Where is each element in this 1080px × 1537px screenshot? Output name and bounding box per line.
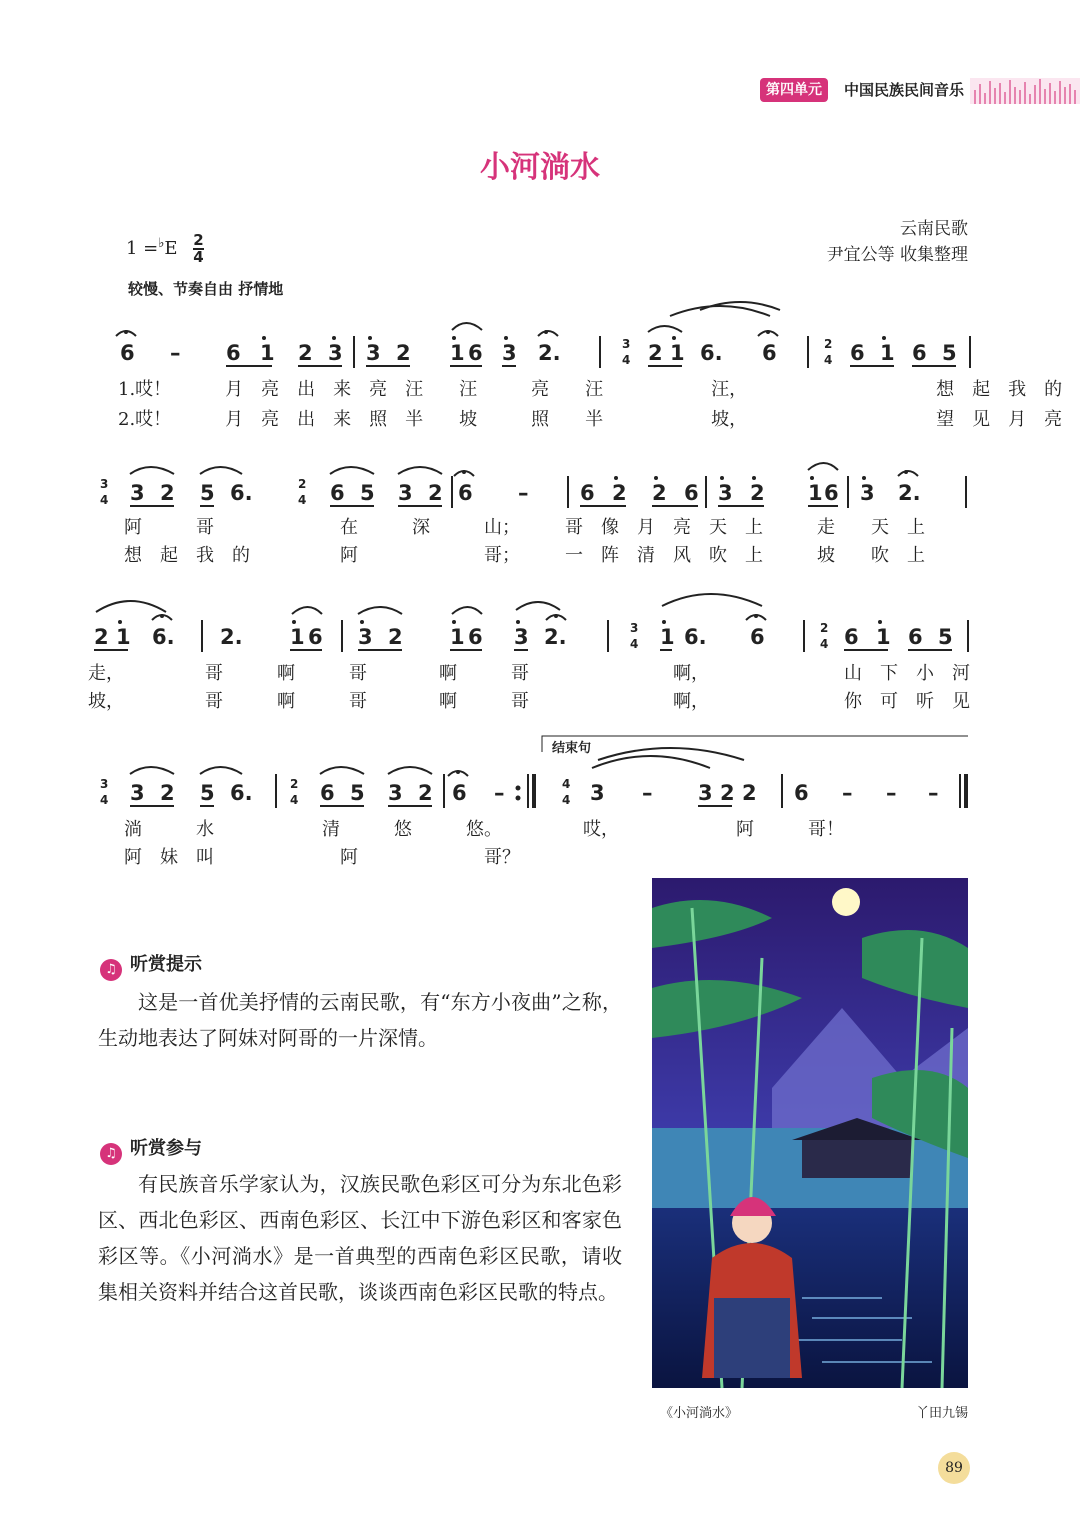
svg-text:3: 3 <box>130 781 145 805</box>
svg-text:6: 6 <box>226 341 241 365</box>
svg-text:3: 3 <box>630 621 639 635</box>
svg-text:6.: 6. <box>700 341 723 365</box>
svg-text:3: 3 <box>502 341 517 365</box>
svg-text:4: 4 <box>562 793 571 807</box>
svg-text:1: 1 <box>876 625 891 649</box>
lyrics-row-3-verse-2: 坡， 哥 啊 哥 啊 哥 啊， 你 可 听 见 <box>88 691 970 712</box>
svg-text:6: 6 <box>458 481 473 505</box>
svg-text:2: 2 <box>418 781 433 805</box>
unit-subtitle: 中国民族民间音乐 <box>844 81 965 99</box>
svg-text:3: 3 <box>398 481 413 505</box>
svg-text:1: 1 <box>260 341 275 365</box>
svg-text:3: 3 <box>718 481 733 505</box>
svg-text:6: 6 <box>580 481 595 505</box>
svg-text:6: 6 <box>320 781 335 805</box>
lyrics-row-2-verse-1: 阿 哥 在 深 山； 哥 像 月 亮 天 上 走 天 上 <box>124 517 925 538</box>
svg-text:2: 2 <box>824 337 833 351</box>
svg-text:3: 3 <box>388 781 403 805</box>
svg-text:3: 3 <box>100 777 109 791</box>
svg-text:–: – <box>642 781 653 805</box>
svg-text:6: 6 <box>684 481 699 505</box>
participate-heading-text: 听赏参与 <box>130 1138 202 1159</box>
lyrics-row-4-verse-1: 淌 水 清 悠 悠。 哎， 阿 哥！ <box>124 819 844 840</box>
svg-text:2: 2 <box>742 781 757 805</box>
score-row-2 <box>90 440 990 520</box>
svg-text:5: 5 <box>200 781 215 805</box>
svg-text:1: 1 <box>450 625 465 649</box>
svg-text:4: 4 <box>630 637 639 651</box>
svg-text:2: 2 <box>652 481 667 505</box>
time-signature-bottom: 4 <box>193 248 204 266</box>
svg-text:2: 2 <box>160 781 175 805</box>
lyrics-row-4-verse-2: 阿 妹 叫 阿 哥？ <box>124 847 520 868</box>
svg-text:6: 6 <box>120 341 135 365</box>
svg-text:3: 3 <box>366 341 381 365</box>
painting-artist: 丫田九锡 <box>915 1406 968 1421</box>
svg-text:5: 5 <box>938 625 953 649</box>
svg-text:4: 4 <box>100 493 109 507</box>
equalizer-decoration <box>970 78 1080 104</box>
participate-paragraph: 有民族音乐学家认为，汉族民歌色彩区可分为东北色彩区、西北色彩区、西南色彩区、长江中下游色彩区和客家色彩区等。《小河淌水》是一首典型的西南色彩区民歌，请收集相关资料并结合这首民歌，谈谈西南色彩区民歌的特点。 <box>98 1172 622 1304</box>
svg-text:–: – <box>518 481 529 505</box>
key-prefix: 1 = <box>126 238 159 259</box>
svg-text:2.: 2. <box>898 481 921 505</box>
painting-image <box>652 878 968 1388</box>
svg-text:3: 3 <box>328 341 343 365</box>
svg-text:3: 3 <box>860 481 875 505</box>
svg-text:6: 6 <box>452 781 467 805</box>
svg-text:–: – <box>170 341 181 365</box>
unit-label: 第四单元 <box>760 78 828 102</box>
tempo-marking: 较慢、节奏自由 抒情地 <box>128 280 284 298</box>
svg-text:4: 4 <box>298 493 307 507</box>
lyrics-row-1-verse-1: 1.哎！ 月 亮 出 来 亮 汪 汪 亮 汪 汪， 想 起 我 的 <box>118 379 1063 400</box>
svg-text:–: – <box>886 781 897 805</box>
svg-text:2: 2 <box>298 341 313 365</box>
lyrics-row-3-verse-1: 走， 哥 啊 哥 啊 哥 啊， 山 下 小 河 <box>88 663 970 684</box>
key-note: E <box>164 238 178 259</box>
svg-text:6: 6 <box>468 341 483 365</box>
svg-text:2: 2 <box>396 341 411 365</box>
svg-text:2: 2 <box>94 625 109 649</box>
svg-text:2.: 2. <box>220 625 243 649</box>
song-source: 云南民歌 <box>900 219 968 239</box>
svg-text:–: – <box>842 781 853 805</box>
svg-text:2: 2 <box>388 625 403 649</box>
svg-text:6: 6 <box>750 625 765 649</box>
svg-text:–: – <box>494 781 505 805</box>
svg-text:4: 4 <box>820 637 829 651</box>
svg-text:2: 2 <box>160 481 175 505</box>
svg-text:1: 1 <box>116 625 131 649</box>
svg-text:3: 3 <box>130 481 145 505</box>
svg-text:4: 4 <box>100 793 109 807</box>
svg-text:1: 1 <box>660 625 675 649</box>
svg-text:2: 2 <box>428 481 443 505</box>
svg-text:6: 6 <box>824 481 839 505</box>
svg-text:4: 4 <box>562 777 571 791</box>
svg-text:1: 1 <box>450 341 465 365</box>
music-note-icon: ♫ <box>100 1143 122 1165</box>
score-row-3 <box>90 584 990 664</box>
svg-text:–: – <box>928 781 939 805</box>
svg-text:1: 1 <box>670 341 685 365</box>
svg-text:6.: 6. <box>230 481 253 505</box>
ending-label: 结束句 <box>552 741 592 756</box>
tip-heading-text: 听赏提示 <box>130 954 202 975</box>
svg-text:1: 1 <box>880 341 895 365</box>
svg-text:6: 6 <box>468 625 483 649</box>
participate-heading <box>100 1136 202 1165</box>
svg-text:2: 2 <box>612 481 627 505</box>
svg-text:2.: 2. <box>538 341 561 365</box>
unit-header <box>760 78 1080 104</box>
svg-text:4: 4 <box>824 353 833 367</box>
svg-text:3: 3 <box>698 781 713 805</box>
svg-text:3: 3 <box>622 337 631 351</box>
svg-text:6: 6 <box>762 341 777 365</box>
svg-text:6: 6 <box>850 341 865 365</box>
painting-caption: 《小河淌水》 <box>660 1406 739 1421</box>
svg-text:2: 2 <box>750 481 765 505</box>
svg-text:3: 3 <box>358 625 373 649</box>
score-row-4 <box>90 730 990 820</box>
svg-text:2: 2 <box>720 781 735 805</box>
svg-text:2: 2 <box>820 621 829 635</box>
svg-text:5: 5 <box>200 481 215 505</box>
music-note-icon: ♫ <box>100 959 122 981</box>
lyrics-row-2-verse-2: 想 起 我 的 阿 哥； 一 阵 清 风 吹 上 坡 吹 上 <box>124 545 925 566</box>
svg-text:3: 3 <box>514 625 529 649</box>
svg-text:4: 4 <box>290 793 299 807</box>
svg-text:1: 1 <box>808 481 823 505</box>
svg-text:6: 6 <box>794 781 809 805</box>
svg-text:5: 5 <box>360 481 375 505</box>
svg-text:4: 4 <box>622 353 631 367</box>
svg-text:6: 6 <box>912 341 927 365</box>
lyrics-row-1-verse-2: 2.哎！ 月 亮 出 来 照 半 坡 照 半 坡， 望 见 月 亮 <box>118 409 1063 430</box>
svg-text:2: 2 <box>290 777 299 791</box>
flat-sign: ♭ <box>158 236 165 251</box>
svg-text:2: 2 <box>648 341 663 365</box>
svg-text:3: 3 <box>590 781 605 805</box>
tip-paragraph: 这是一首优美抒情的云南民歌，有“东方小夜曲”之称，生动地表达了阿妹对阿哥的一片深情。 <box>98 990 622 1050</box>
tip-heading <box>100 952 202 981</box>
svg-text:6.: 6. <box>230 781 253 805</box>
svg-text:3: 3 <box>100 477 109 491</box>
song-meta <box>827 216 968 268</box>
svg-text:2.: 2. <box>544 625 567 649</box>
time-signature-top: 2 <box>193 231 204 249</box>
page-number: 89 <box>938 1452 970 1484</box>
svg-text:2: 2 <box>298 477 307 491</box>
svg-text:6: 6 <box>308 625 323 649</box>
song-title: 小河淌水 <box>480 150 600 185</box>
svg-text:5: 5 <box>350 781 365 805</box>
svg-text:1: 1 <box>290 625 305 649</box>
key-signature <box>126 232 204 265</box>
svg-text:6.: 6. <box>684 625 707 649</box>
svg-text:6: 6 <box>908 625 923 649</box>
svg-text:6: 6 <box>330 481 345 505</box>
song-collector: 尹宜公等 收集整理 <box>826 245 968 265</box>
svg-text:6.: 6. <box>152 625 175 649</box>
svg-text:6: 6 <box>844 625 859 649</box>
svg-text:5: 5 <box>942 341 957 365</box>
score-row-1 <box>90 296 990 376</box>
